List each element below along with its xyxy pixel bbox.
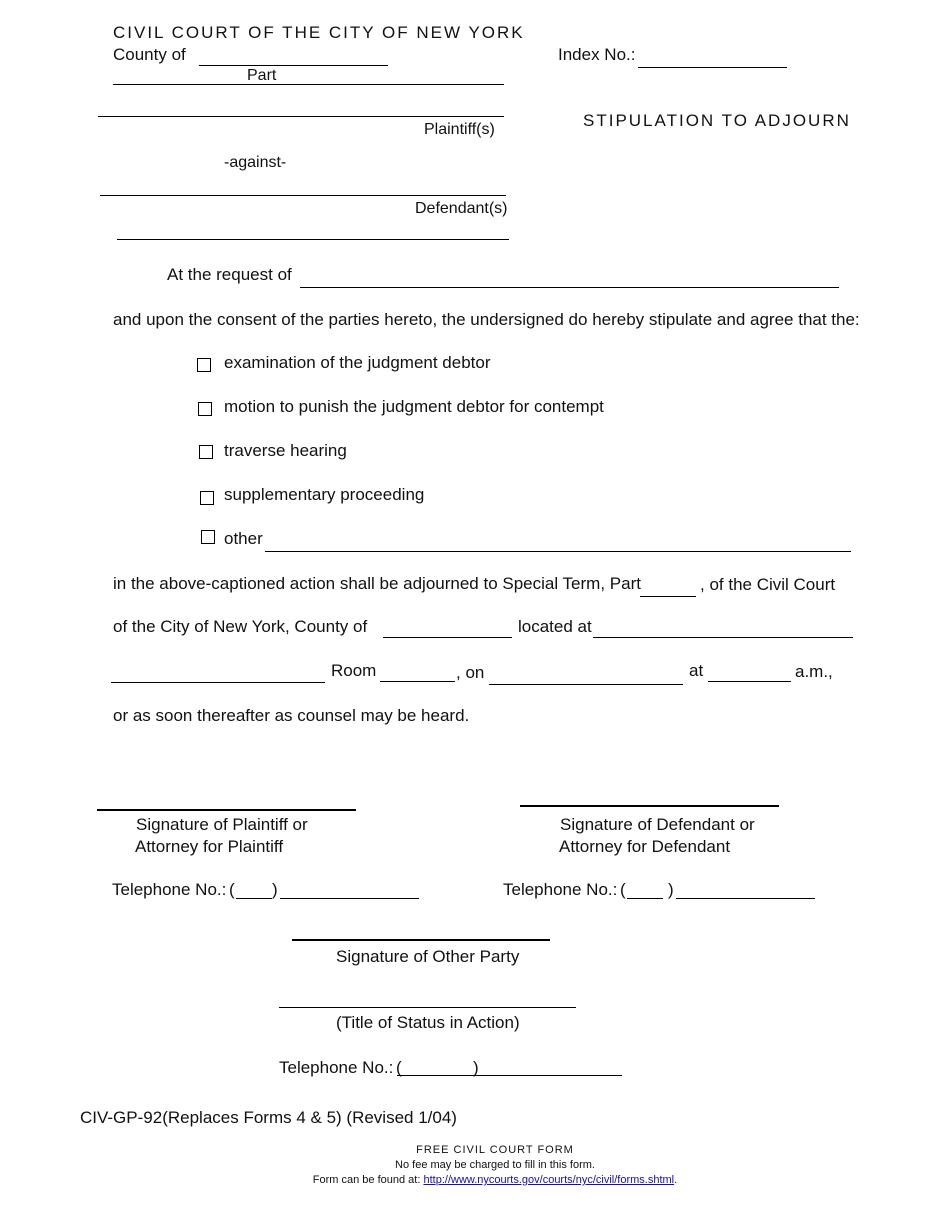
special-term-part-field[interactable] [640, 596, 696, 597]
plaintiff-label: Plaintiff(s) [424, 121, 495, 138]
option-checkbox-contempt[interactable] [198, 402, 212, 416]
title-status-caption: (Title of Status in Action) [336, 1013, 520, 1032]
form-title: STIPULATION TO ADJOURN [583, 111, 851, 130]
option-checkbox-other[interactable] [201, 530, 215, 544]
plaintiff-area-close: ) [272, 880, 278, 899]
defendant-field[interactable] [100, 195, 506, 196]
request-field[interactable] [300, 287, 839, 288]
title-status-field[interactable] [279, 1007, 576, 1008]
option-label-contempt: motion to punish the judgment debtor for contempt [224, 397, 604, 416]
defendant-signature-line[interactable] [520, 805, 779, 807]
adjourn-county-field[interactable] [383, 637, 512, 638]
consent-text: and upon the consent of the parties hereto, the undersigned do hereby stipulate and agree that the: [113, 310, 860, 329]
plaintiff-signature-caption-1: Signature of Plaintiff or [136, 815, 308, 834]
am-label: a.m., [795, 662, 833, 681]
court-name: CIVIL COURT OF THE CITY OF NEW YORK [113, 23, 525, 42]
plaintiff-area-code-field[interactable] [236, 898, 272, 899]
on-label: , on [456, 663, 485, 682]
county-label: County of [113, 45, 186, 64]
caption-bottom-rule [117, 239, 509, 240]
other-party-caption: Signature of Other Party [336, 947, 520, 966]
adjourn-text: in the above-captioned action shall be adjourned to Special Term, Part [113, 574, 641, 593]
defendant-telephone-label: Telephone No.: [503, 880, 618, 899]
defendant-area-open: ( [620, 880, 626, 899]
date-field[interactable] [489, 684, 683, 685]
forms-url-link[interactable]: http://www.nycourts.gov/courts/nyc/civil/forms.shtml [423, 1174, 675, 1186]
other-party-telephone-label: Telephone No.: [279, 1058, 394, 1077]
option-label-supplementary: supplementary proceeding [224, 485, 425, 504]
room-field[interactable] [380, 681, 455, 682]
other-area-close: ) [473, 1058, 479, 1077]
form-number: CIV-GP-92(Replaces Forms 4 & 5) (Revised 1/04) [80, 1108, 457, 1127]
no-fee-notice: No fee may be charged to fill in this form. [395, 1159, 595, 1171]
part-field[interactable] [113, 84, 504, 85]
other-party-telephone-field[interactable] [397, 1075, 622, 1076]
other-party-signature-line[interactable] [292, 939, 550, 941]
civil-court-text: , of the Civil Court [700, 575, 836, 594]
defendant-area-close: ) [668, 880, 674, 899]
defendant-signature-caption-2: Attorney for Defendant [559, 837, 731, 856]
form-location-label: Form can be found at: [312, 1174, 421, 1186]
defendant-signature-caption-1: Signature of Defendant or [560, 815, 755, 834]
other-area-open: ( [396, 1058, 402, 1077]
plaintiff-area-open: ( [229, 880, 235, 899]
plaintiff-telephone-label: Telephone No.: [112, 880, 227, 899]
index-label: Index No.: [558, 45, 636, 64]
soon-text: or as soon thereafter as counsel may be heard. [113, 706, 470, 725]
location-continued-field[interactable] [111, 682, 325, 683]
against-label: -against- [224, 154, 287, 171]
request-label: At the request of [167, 265, 292, 284]
time-field[interactable] [708, 681, 791, 682]
located-at-label: located at [518, 617, 592, 636]
room-label: Room [331, 661, 377, 680]
defendant-telephone-field[interactable] [676, 898, 815, 899]
option-label-other: other [224, 529, 263, 548]
form-location-period: . [674, 1174, 678, 1186]
index-field[interactable] [638, 67, 787, 68]
other-field[interactable] [265, 551, 851, 552]
plaintiff-signature-caption-2: Attorney for Plaintiff [135, 837, 284, 856]
plaintiff-telephone-field[interactable] [280, 898, 419, 899]
option-label-traverse: traverse hearing [224, 441, 347, 460]
defendant-label: Defendant(s) [415, 200, 508, 217]
option-checkbox-supplementary[interactable] [200, 491, 214, 505]
defendant-area-code-field[interactable] [627, 898, 663, 899]
option-checkbox-traverse[interactable] [199, 445, 213, 459]
plaintiff-field[interactable] [98, 116, 504, 117]
free-form-notice: FREE CIVIL COURT FORM [416, 1144, 574, 1156]
plaintiff-signature-line[interactable] [97, 809, 356, 811]
option-checkbox-examination[interactable] [197, 358, 211, 372]
option-label-examination: examination of the judgment debtor [224, 353, 491, 372]
form-location [0, 1175, 950, 1186]
county-field[interactable] [199, 65, 388, 66]
at-label: at [689, 661, 704, 680]
city-county-text: of the City of New York, County of [113, 617, 368, 636]
part-label: Part [247, 67, 277, 84]
location-field[interactable] [593, 637, 853, 638]
